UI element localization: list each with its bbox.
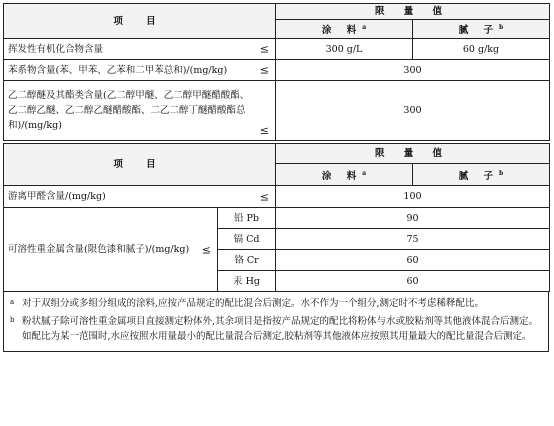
metal-name-cadmium: 镉 Cd xyxy=(218,229,276,250)
note-a-ref: a xyxy=(362,24,367,31)
table1-coating-header: 涂 料$^a$ xyxy=(276,20,413,39)
formaldehyde-label: 游离甲醛含量/(mg/kg) ≤ xyxy=(4,186,276,208)
glycol-ether-label: 乙二醇醚及其酯类含量(乙二醇甲醚、乙二醇甲醚醋酸酯、乙二醇乙醚、乙二醇乙醚醋酸酯、二乙二醇丁醚醋酸酯总和)/(mg/kg) ≤ xyxy=(4,81,276,141)
formaldehyde-value: 100 xyxy=(276,186,550,208)
footnote-b-mark: b xyxy=(10,316,15,325)
voc-label: 挥发性有机化合物含量 ≤ xyxy=(4,39,276,60)
table2-limit-header: 限 量 值 xyxy=(276,144,550,164)
metal-value-lead: 90 xyxy=(276,208,550,229)
table2-item-header: 项 目 xyxy=(4,144,276,186)
le-sign: ≤ xyxy=(259,42,269,56)
table2-row-formaldehyde xyxy=(4,186,550,208)
limits-table-1 xyxy=(3,3,550,141)
footnote-b xyxy=(10,314,542,344)
le-sign: ≤ xyxy=(201,243,211,257)
footnote-a-mark: a xyxy=(10,298,15,307)
footnote-a xyxy=(10,296,542,311)
table2-row-lead xyxy=(4,208,550,229)
footnotes xyxy=(3,292,549,352)
table2-header-row-1 xyxy=(4,144,550,164)
note-b-ref: b xyxy=(499,24,504,31)
metal-value-chromium: 60 xyxy=(276,250,550,271)
le-sign: ≤ xyxy=(259,124,269,138)
heavy-metal-label: 可溶性重金属含量(限色漆和腻子)/(mg/kg) ≤ xyxy=(4,208,218,292)
footnote-b-text: 粉状腻子除可溶性重金属项目直接测定粉体外,其余项目是指按产品规定的配比将粉体与水或胶粘剂等其他液体混合后测定。如配比为某一范围时,水应按照水用量最小的配比量混合后测定,胶粘剂等其他液体应按照其用量最大的配比量混合后测定。 xyxy=(22,316,539,343)
le-sign: ≤ xyxy=(259,63,269,77)
table1-item-header: 项 目 xyxy=(4,4,276,39)
note-b-ref: b xyxy=(499,169,504,177)
voc-coating-value: 300 g/L xyxy=(276,39,413,60)
table1-row-voc xyxy=(4,39,550,60)
note-a-ref: a xyxy=(362,169,367,177)
table1-putty-header: 腻 子$^b$ xyxy=(413,20,550,39)
table2-coating-header: 涂 料$^a$ xyxy=(276,164,413,186)
metal-name-mercury: 汞 Hg xyxy=(218,271,276,292)
table1-limit-header: 限 量 值 xyxy=(276,4,550,20)
metal-value-mercury: 60 xyxy=(276,271,550,292)
table1-row-glycol-ether xyxy=(4,81,550,141)
standard-page xyxy=(3,3,549,352)
metal-name-lead: 铅 Pb xyxy=(218,208,276,229)
footnote-a-text: 对于双组分或多组分组成的涂料,应按产品规定的配比混合后测定。水不作为一个组分,测定时不考虑稀释配比。 xyxy=(22,298,485,310)
limits-table-2 xyxy=(3,143,550,292)
glycol-ether-value: 300 xyxy=(276,81,550,141)
voc-putty-value: 60 g/kg xyxy=(413,39,550,60)
benzene-value: 300 xyxy=(276,60,550,81)
metal-name-chromium: 铬 Cr xyxy=(218,250,276,271)
benzene-label: 苯系物含量(苯、甲苯、乙苯和二甲苯总和)/(mg/kg) ≤ xyxy=(4,60,276,81)
le-sign: ≤ xyxy=(259,190,269,204)
table1-row-benzene xyxy=(4,60,550,81)
table2-putty-header: 腻 子$^b$ xyxy=(413,164,550,186)
table1-header-row-1 xyxy=(4,4,550,20)
metal-value-cadmium: 75 xyxy=(276,229,550,250)
